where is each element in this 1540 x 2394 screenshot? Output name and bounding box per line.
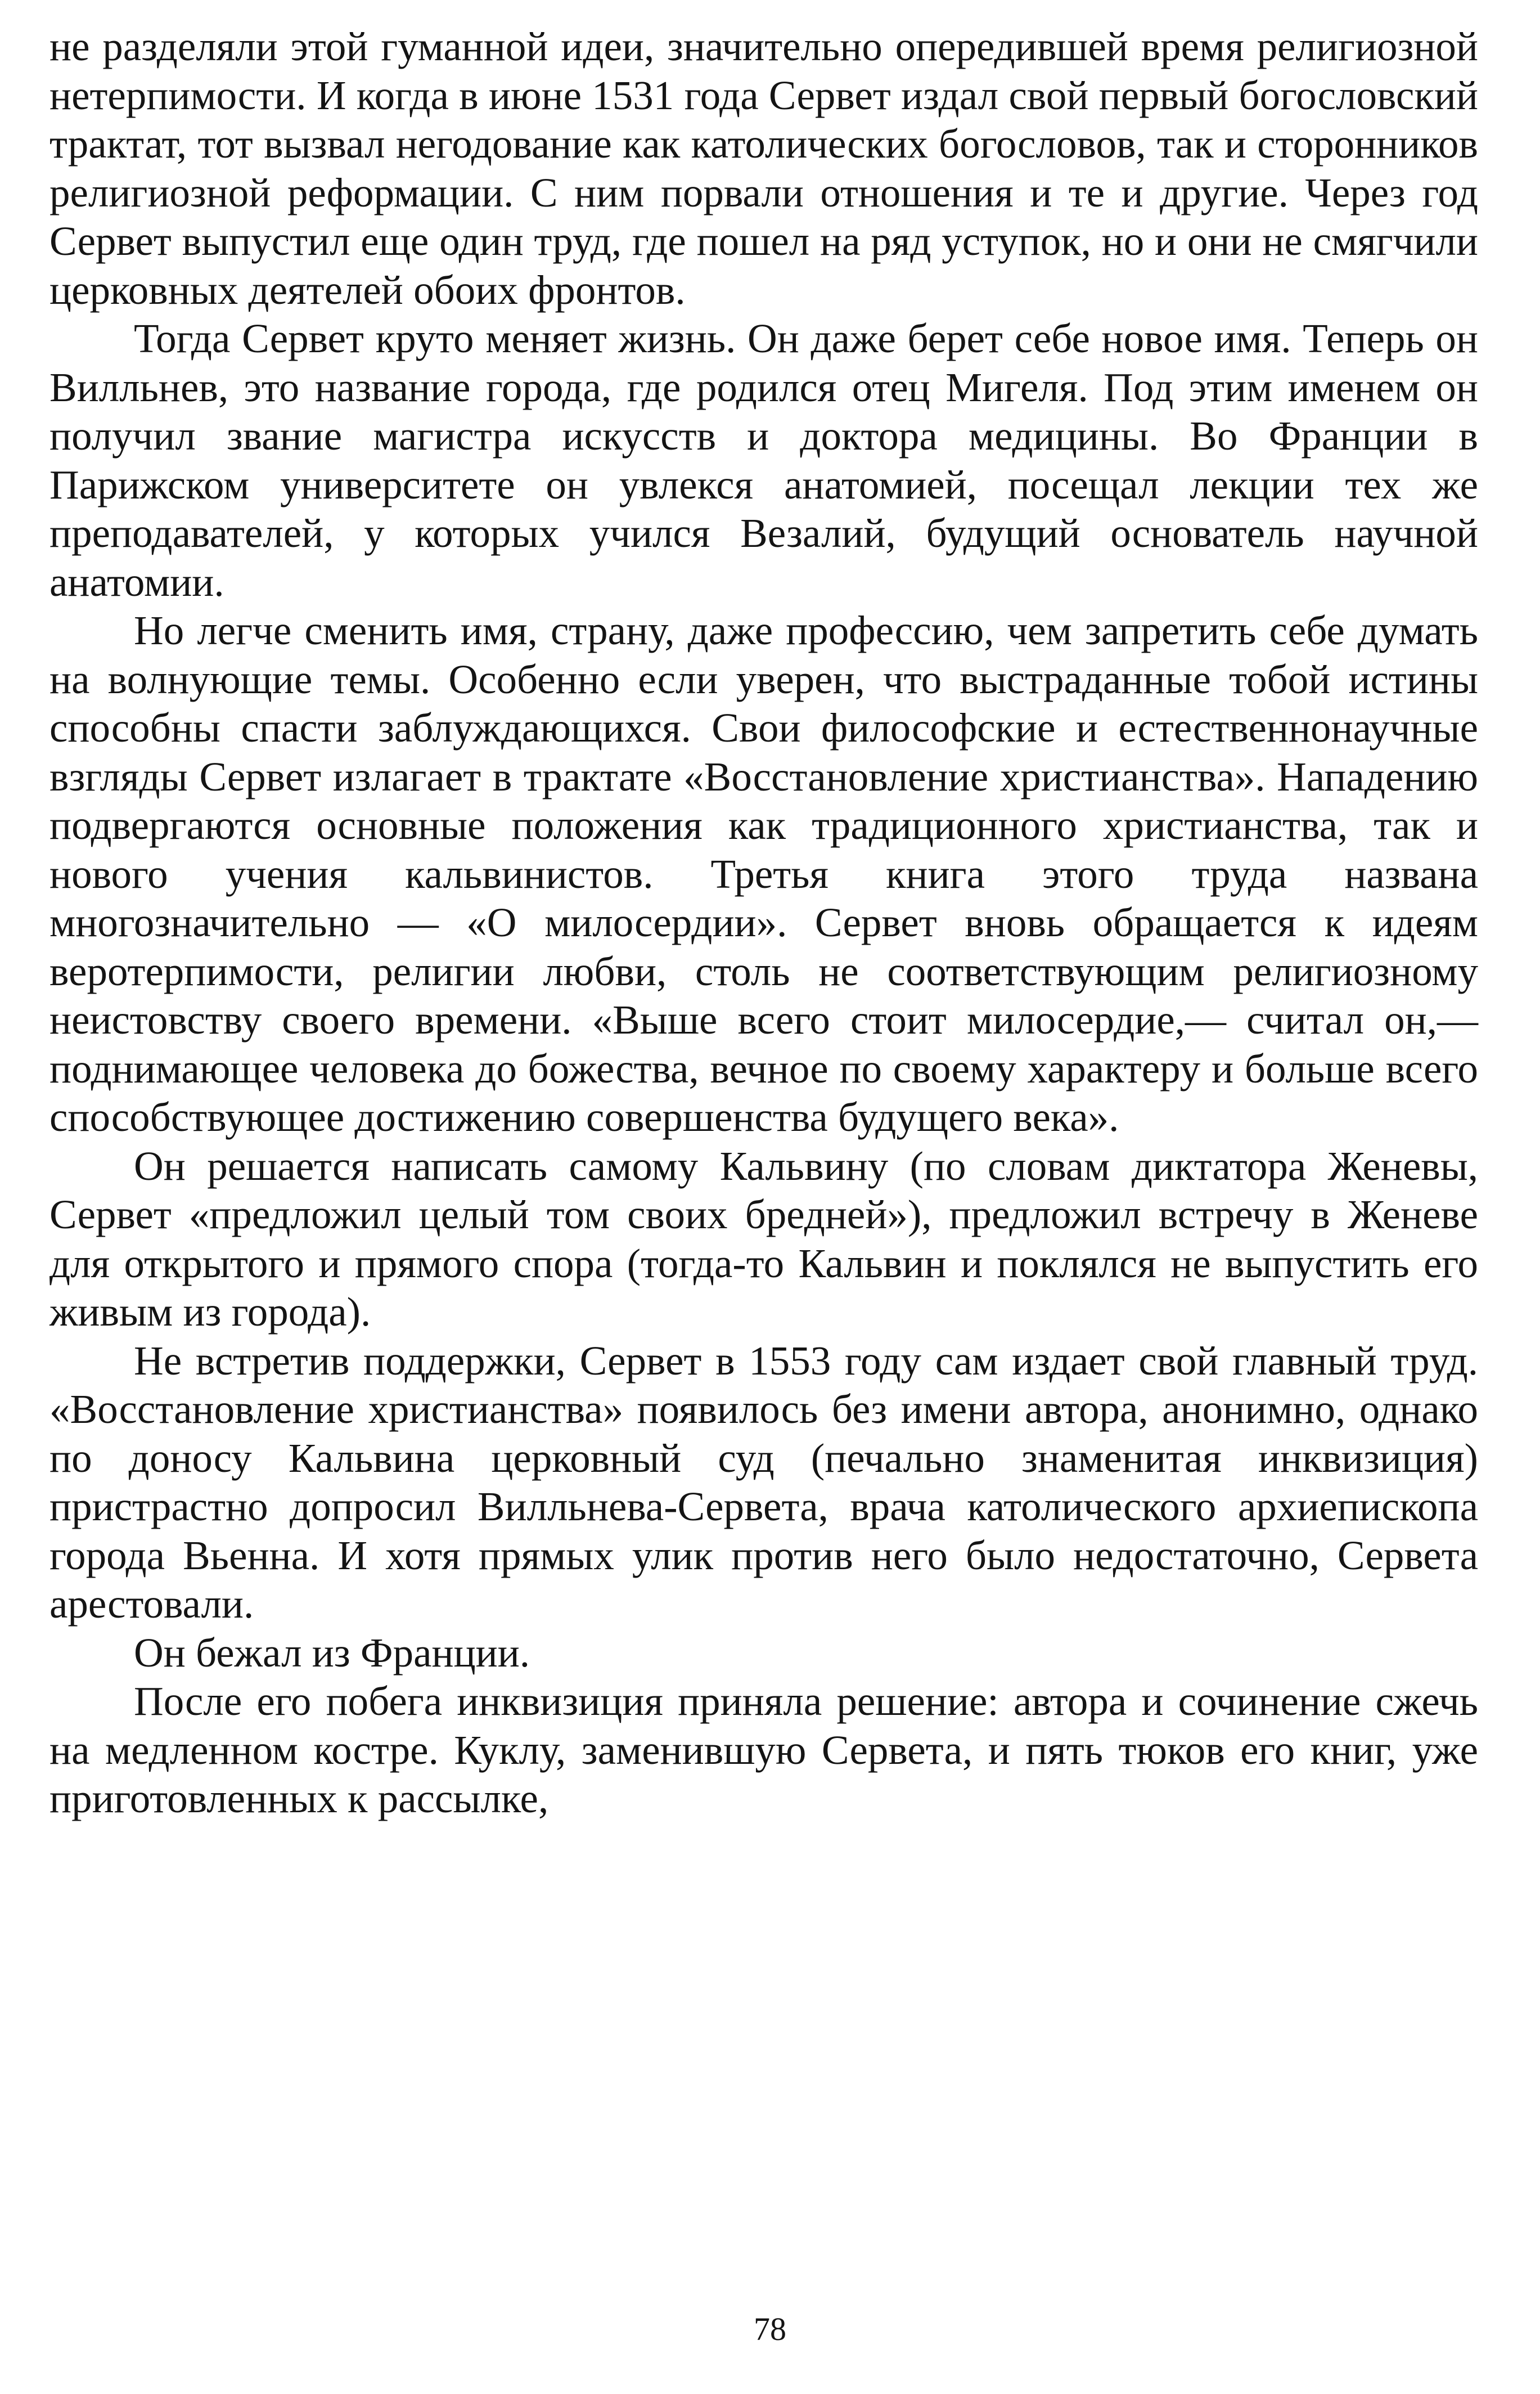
paragraph-6: Он бежал из Франции.: [134, 1629, 530, 1676]
paragraph-5: Не встретив поддержки, Сервет в 1553 году сам издает свой главный труд. «Восстановление христианства» появилось без имени автора, анонимно, однако по доносу Кальвина церковный суд (печально знаменитая инквизиция) пристрастно допросил Вилльнева-Сервета, врача католического архиепископа города Вьенна. И хотя прямых улик против него было недостаточно, Сервета арестовали.: [49, 1337, 1478, 1627]
paragraph-3: Но легче сменить имя, страну, даже профессию, чем запретить себе думать на волнующие темы. Особенно если уверен, что выстраданные тобой истины способны спасти заблуждающихся. Свои философские и естественнонаучные взгляды Сервет излагает в трактате «Восстановление христианства». Нападению подвергаются основные положения как традиционного христианства, так и нового учения кальвинистов. Третья книга этого труда названа многозначительно — «О милосердии». Сервет вновь обращается к идеям веротерпимости, религии любви, столь не соответствующим религиозному неистовству своего времени. «Выше всего стоит милосердие,— считал он,— поднимающее человека до божества, вечное по своему характеру и больше всего способствующее достижению совершенства будущего века».: [49, 608, 1478, 1140]
paragraph-7: После его побега инквизиция приняла решение: автора и сочинение сжечь на медленном костре. Куклу, заменившую Сервета, и пять тюков его книг, уже приготовленных к рассылке,: [49, 1678, 1478, 1821]
paragraph-1: не разделяли этой гуманной идеи, значительно опередившей время религиозной нетерпимости. И когда в июне 1531 года Сервет издал свой первый богословский трактат, тот вызвал негодование как католических богословов, так и сторонников религиозной реформации. С ним порвали отношения и те и другие. Через год Сервет выпустил еще один труд, где пошел на ряд уступок, но и они не смягчили церковных деятелей обоих фронтов.: [49, 24, 1478, 313]
paragraph-4: Он решается написать самому Кальвину (по словам диктатора Женевы, Сервет «предложил целый том своих бредней»), предложил встречу в Женеве для открытого и прямого спора (тогда-то Кальвин и поклялся не выпустить его живым из города).: [49, 1143, 1478, 1335]
page-number: 78: [754, 2311, 786, 2347]
paragraph-2: Тогда Сервет круто меняет жизнь. Он даже берет себе новое имя. Теперь он Вилльнев, это название города, где родился отец Мигеля. Под этим именем он получил звание магистра искусств и доктора медицины. Во Франции в Парижском университете он увлекся анатомией, посещал лекции тех же преподавателей, у которых учился Везалий, будущий основатель научной анатомии.: [49, 316, 1478, 605]
page-body: [49, 23, 1478, 1823]
